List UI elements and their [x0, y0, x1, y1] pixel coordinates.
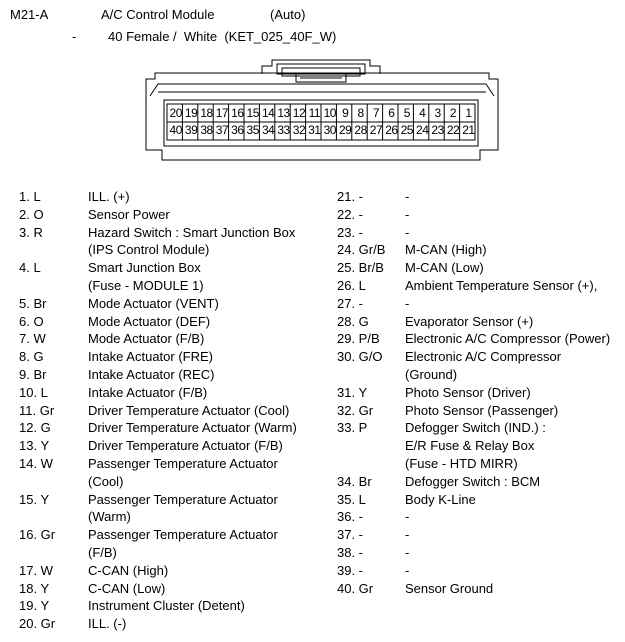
pin-description: Mode Actuator (VENT) [88, 295, 219, 311]
pin-number: 15. Y [19, 491, 50, 507]
pin-description: Passenger Temperature Actuator [88, 455, 278, 471]
pin-number: 38. - [337, 544, 364, 560]
pin-description: M-CAN (High) [405, 242, 487, 258]
pin-number: 33. P [337, 420, 368, 436]
pin-description: Intake Actuator (F/B) [88, 384, 208, 400]
module-title: A/C Control Module [101, 7, 215, 22]
pin-number: 4. L [19, 260, 41, 276]
pin-description: - [405, 527, 410, 543]
pin-description: Intake Actuator (REC) [88, 366, 215, 382]
pin-number: 10. L [19, 384, 48, 400]
pin-number: 2. O [19, 206, 44, 222]
pin-label: 31 [308, 123, 321, 137]
pin-description: Photo Sensor (Passenger) [405, 402, 559, 418]
pin-number: 21. - [337, 189, 364, 204]
pin-description: - [405, 509, 410, 525]
pin-number: 26. L [337, 277, 366, 293]
pin-label: 12 [292, 106, 306, 120]
pin-description: C-CAN (Low) [88, 580, 166, 596]
pin-label: 1 [465, 106, 472, 120]
pin-number: 29. P/B [337, 331, 380, 347]
pin-description: ILL. (-) [88, 616, 127, 632]
pin-description: C-CAN (High) [88, 562, 169, 578]
pin-description: Mode Actuator (F/B) [88, 331, 205, 347]
pin-number: 37. - [337, 527, 364, 543]
pin-description: Passenger Temperature Actuator [88, 491, 278, 507]
pin-label: 35 [246, 123, 259, 137]
pin-number: 16. Gr [19, 527, 56, 543]
pin-label: 11 [308, 106, 321, 120]
pin-number: 9. Br [19, 366, 47, 382]
pin-label: 23 [431, 123, 444, 137]
pin-description: Electronic A/C Compressor (Power) [405, 331, 611, 347]
pin-row-bottom [168, 123, 476, 138]
pin-number: 11. Gr [19, 402, 55, 418]
pin-description: Driver Temperature Actuator (Cool) [88, 402, 290, 418]
pin-label: 30 [323, 123, 336, 137]
pin-number: 40. Gr [337, 580, 374, 596]
pin-label: 39 [184, 123, 198, 137]
pin-description: E/R Fuse & Relay Box [405, 438, 535, 454]
pin-label: 2 [449, 106, 457, 120]
pin-description: (F/B) [88, 544, 117, 560]
pin-number: 28. G [337, 313, 369, 329]
pin-label: 21 [462, 123, 475, 137]
pin-description: (Fuse - MODULE 1) [88, 277, 204, 293]
pin-number: 3. R [19, 224, 43, 240]
pin-label: 36 [231, 123, 244, 137]
pin-label: 22 [446, 123, 460, 137]
pin-label: 32 [292, 123, 306, 137]
pin-number: 23. - [337, 224, 364, 240]
pin-label: 3 [434, 106, 441, 120]
pin-number: 1. L [19, 189, 41, 204]
pin-number: 27. - [337, 295, 364, 311]
pin-description: (Warm) [88, 509, 131, 525]
pin-description: - [405, 189, 410, 204]
pin-number: 8. G [19, 349, 44, 365]
pin-number: 14. W [19, 455, 53, 471]
pin-number: 7. W [19, 331, 46, 347]
pin-description: Body K-Line [405, 491, 476, 507]
pin-number: 35. L [337, 491, 366, 507]
pin-description: Electronic A/C Compressor [405, 349, 562, 365]
pin-label: 8 [357, 106, 364, 120]
pin-label: 7 [372, 106, 380, 120]
pin-description: Mode Actuator (DEF) [88, 313, 211, 329]
pin-description: ILL. (+) [88, 189, 130, 204]
pin-description: Intake Actuator (FRE) [88, 349, 213, 365]
pin-description: Ambient Temperature Sensor (+), [405, 277, 598, 293]
pin-label: 29 [338, 123, 352, 137]
pin-label: 5 [403, 106, 410, 120]
pin-description: Passenger Temperature Actuator [88, 527, 278, 543]
pin-number: 19. Y [19, 598, 50, 614]
pin-number: 36. - [337, 509, 364, 525]
pin-label: 34 [261, 123, 275, 137]
pin-label: 27 [369, 123, 383, 137]
pin-label: 37 [215, 123, 229, 137]
pin-number: 32. Gr [337, 402, 374, 418]
connector-code: M21-A [10, 7, 49, 22]
pin-label: 25 [400, 123, 413, 137]
pin-number: 39. - [337, 562, 364, 578]
pin-label: 19 [184, 106, 198, 120]
pin-label: 20 [169, 106, 182, 120]
connector-spec: 40 Female / White (KET_025_40F_W) [108, 29, 337, 44]
pin-description: Sensor Power [88, 206, 170, 222]
pin-number: 5. Br [19, 295, 47, 311]
pin-description: Smart Junction Box [88, 260, 201, 276]
pin-description: Driver Temperature Actuator (Warm) [88, 420, 297, 436]
pin-label: 28 [354, 123, 367, 137]
connector-diagram [0, 0, 625, 170]
pin-number: 34. Br [337, 473, 372, 489]
pin-label: 13 [277, 106, 290, 120]
pin-label: 24 [416, 123, 429, 137]
pin-number: 24. Gr/B [337, 242, 386, 258]
pin-label: 15 [246, 106, 259, 120]
pin-description: (Ground) [405, 366, 458, 382]
pin-description: Instrument Cluster (Detent) [88, 598, 245, 614]
pin-number: 31. Y [337, 384, 368, 400]
pin-description: - [405, 562, 410, 578]
pin-number: 20. Gr [19, 616, 56, 632]
module-variant: (Auto) [270, 7, 306, 22]
pin-description: (Fuse - HTD MIRR) [405, 455, 518, 471]
pin-number: 30. G/O [337, 349, 383, 365]
pin-row-top [168, 106, 476, 121]
pin-label: 33 [277, 123, 290, 137]
pin-description: Defogger Switch (IND.) : [405, 420, 546, 436]
pin-label: 18 [200, 106, 213, 120]
pin-description: M-CAN (Low) [405, 260, 484, 276]
pin-label: 10 [323, 106, 336, 120]
pin-description: (Cool) [88, 473, 124, 489]
pin-label: 6 [388, 106, 395, 120]
pin-description: Driver Temperature Actuator (F/B) [88, 438, 283, 454]
pin-number: 13. Y [19, 438, 50, 454]
pin-label: 17 [215, 106, 229, 120]
pin-label: 4 [419, 106, 426, 120]
pin-description: (IPS Control Module) [88, 242, 210, 258]
pin-number: 25. Br/B [337, 260, 384, 276]
pin-number: 6. O [19, 313, 44, 329]
pin-description: - [405, 206, 410, 222]
pin-description: Defogger Switch : BCM [405, 473, 541, 489]
pin-label: 16 [231, 106, 244, 120]
pin-number: 18. Y [19, 580, 50, 596]
pin-number: 12. G [19, 420, 51, 436]
pin-description: - [405, 224, 410, 240]
pin-description: Hazard Switch : Smart Junction Box [88, 224, 296, 240]
pin-description: - [405, 544, 410, 560]
pin-description: Sensor Ground [405, 580, 494, 596]
header-dash: - [72, 29, 77, 44]
pin-label: 14 [261, 106, 275, 120]
pin-number: 17. W [19, 562, 53, 578]
pin-description: - [405, 295, 410, 311]
pin-label: 9 [342, 106, 349, 120]
pin-label: 26 [385, 123, 398, 137]
pin-description: Evaporator Sensor (+) [405, 313, 534, 329]
pin-label: 38 [200, 123, 213, 137]
pin-label: 40 [169, 123, 182, 137]
pin-description: Photo Sensor (Driver) [405, 384, 531, 400]
pin-number: 22. - [337, 206, 364, 222]
